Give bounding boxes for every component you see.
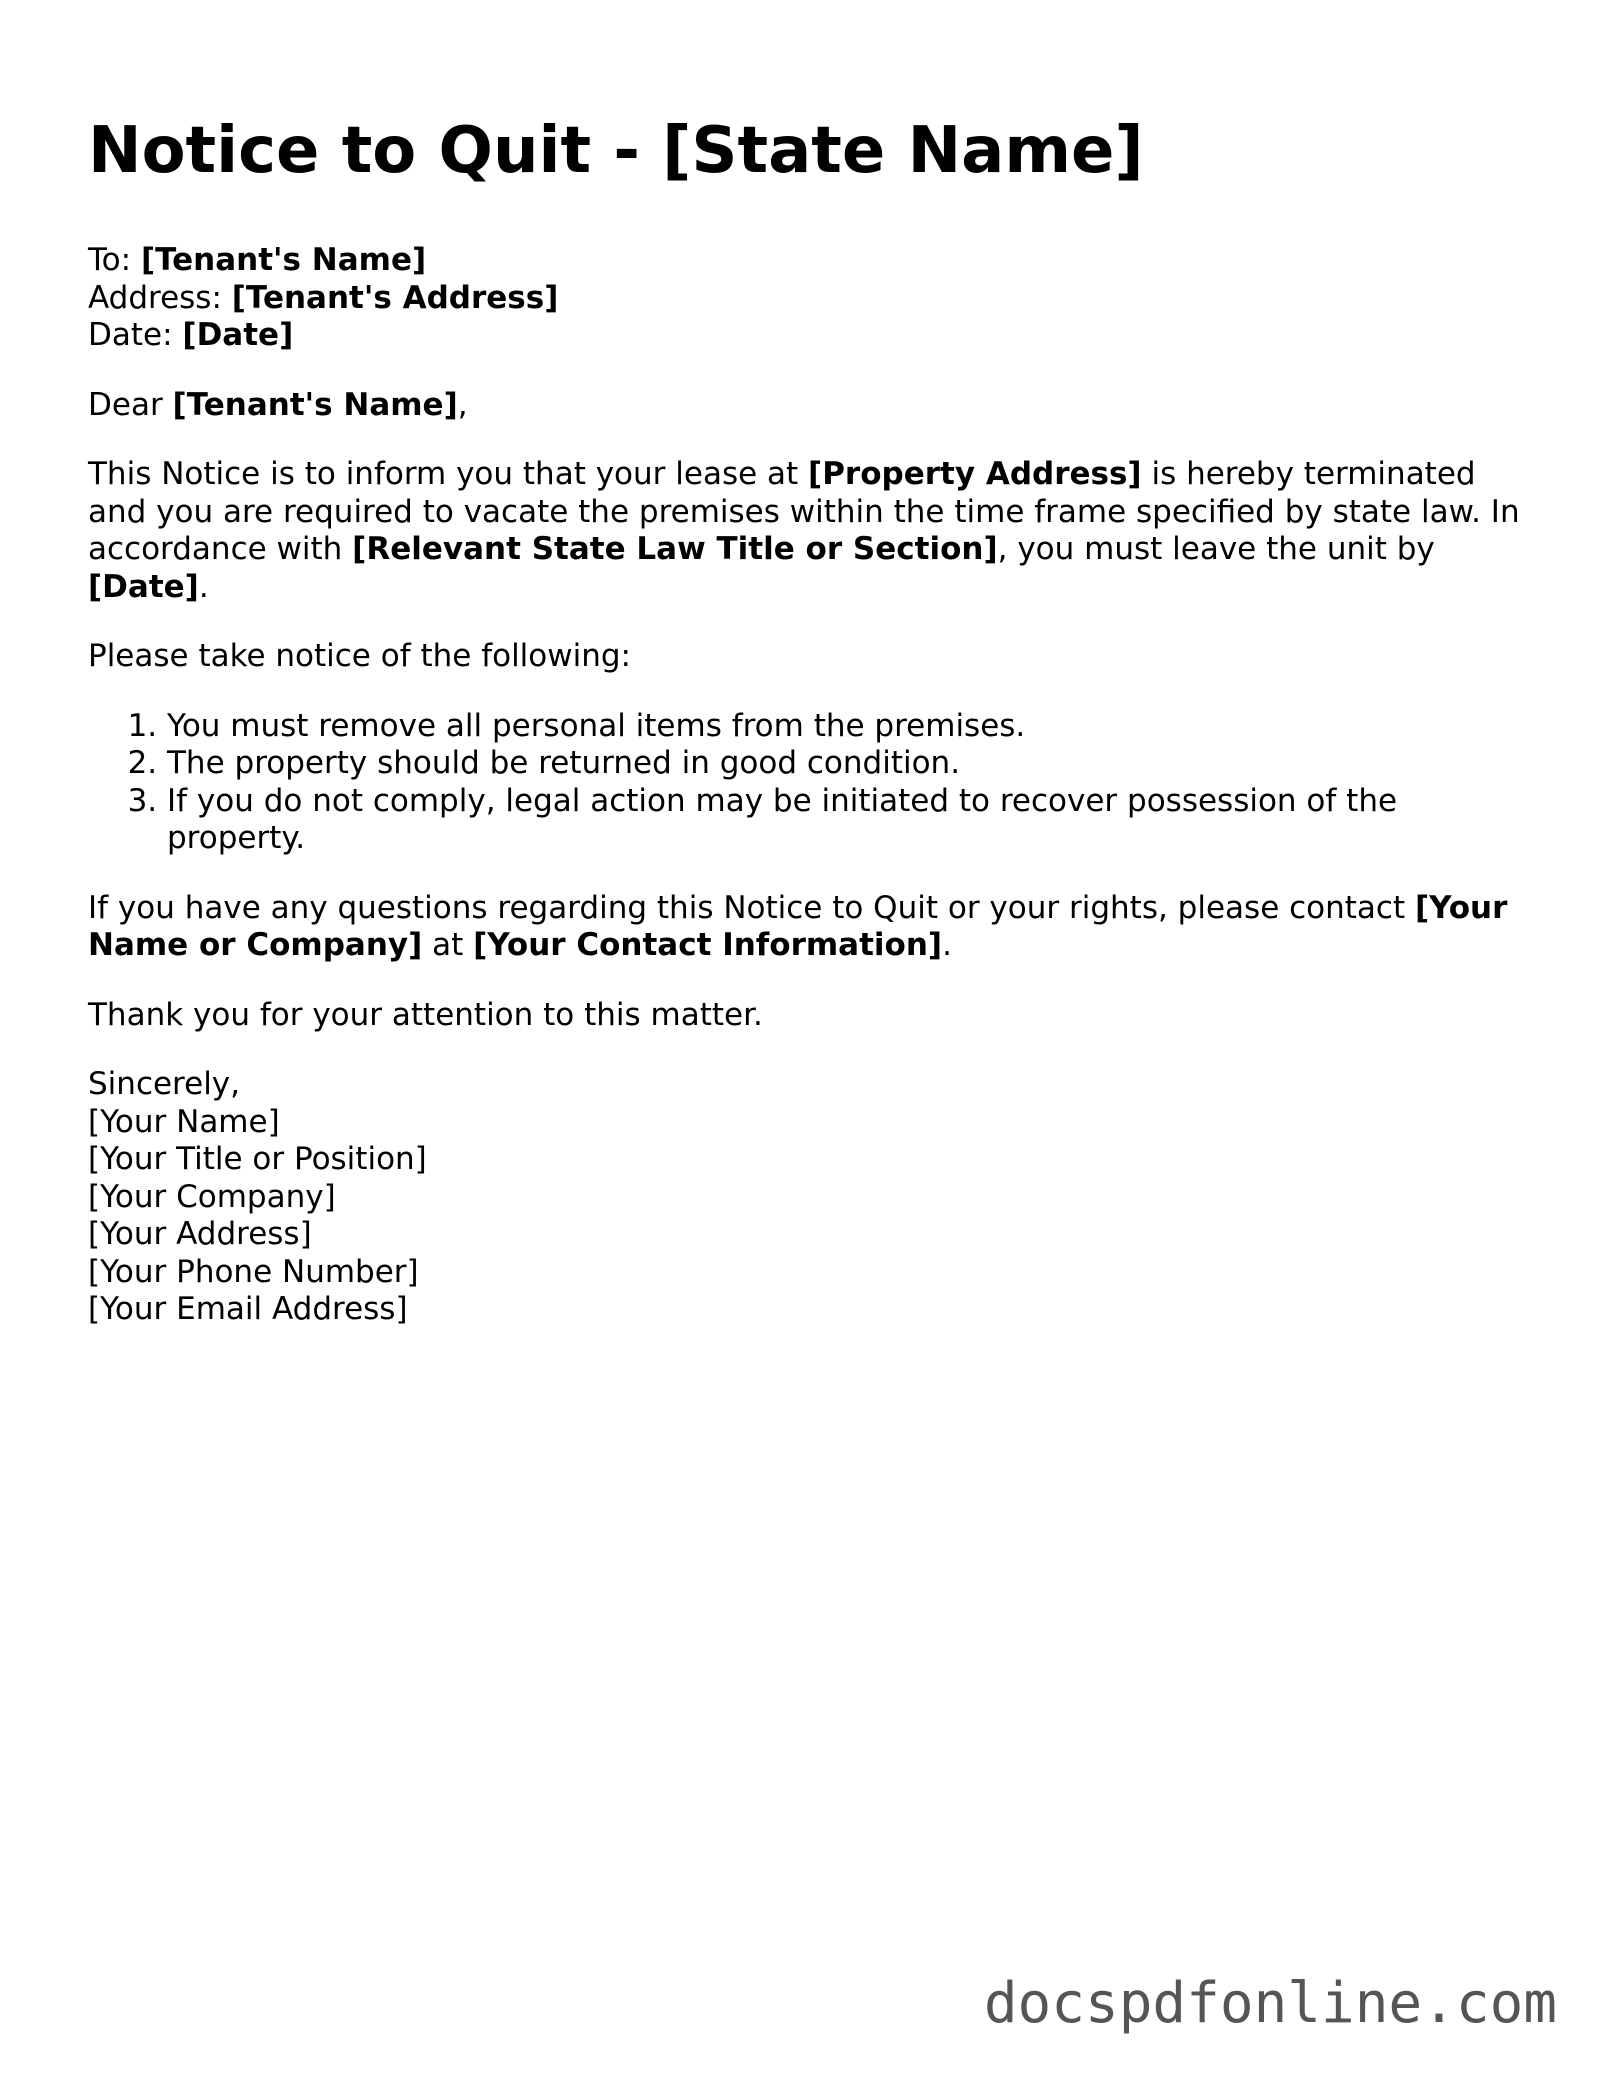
address-line [88,280,1528,318]
date-placeholder: [Date] [182,317,294,353]
list-item: 3. If you do not comply, legal action may be initiated to recover possession of the property. [167,783,1528,858]
watermark: docspdfonline.com [983,1971,1557,2036]
paragraph-text: If you have any questions regarding this Notice to Quit or your rights, please contact [88,889,1406,926]
tenant-name-placeholder: [Tenant's Name] [140,242,427,278]
list-intro: Please take notice of the following: [88,638,631,674]
leave-date-placeholder: [Date] [88,568,199,605]
signature-company: [Your Company] [88,1178,336,1215]
your-name-placeholder: [Your Name or Company] [88,889,1508,963]
signature-closing: Sincerely, [88,1066,241,1102]
thanks-line: Thank you for your attention to this matter. [88,996,763,1033]
greeting-suffix: , [457,386,468,423]
signature-address: [Your Address] [88,1216,312,1252]
contact-paragraph [88,890,1528,965]
to-line [88,242,1528,280]
document-page [88,112,1528,1329]
signature-title: [Your Title or Position] [88,1141,427,1177]
notice-list [88,708,1528,858]
recipient-block [88,242,1528,355]
to-label: To: [88,242,132,278]
address-label: Address: [88,279,222,316]
property-address-placeholder: [Property Address] [808,456,1142,492]
tenant-address-placeholder: [Tenant's Address] [231,279,559,316]
signature-email: [Your Email Address] [88,1291,408,1327]
greeting [88,387,1528,425]
date-label: Date: [88,317,173,353]
greeting-prefix: Dear [88,386,163,423]
date-line [88,317,1528,355]
signature-name: [Your Name] [88,1103,280,1140]
greeting-name: [Tenant's Name] [172,386,458,423]
paragraph-text: This Notice is to inform you that your lease at [88,456,799,492]
page-title: Notice to Quit - [State Name] [88,114,1144,188]
list-item: 1. You must remove all personal items from the premises. [167,708,1528,746]
contact-info-placeholder: [Your Contact Information] [473,927,943,963]
paragraph-text: at [432,927,464,963]
termination-paragraph [88,456,1528,606]
paragraph-text: . [942,927,952,963]
list-item: 2. The property should be returned in good condition. [167,745,1528,783]
signature-block [88,1066,1528,1329]
paragraph-text: is hereby terminated and you are required to vacate the premises within the time frame specified by state law. In accordance with [88,456,1520,567]
signature-phone: [Your Phone Number] [88,1253,419,1290]
paragraph-text: , you must leave the unit by [997,531,1435,567]
state-law-placeholder: [Relevant State Law Title or Section] [352,531,998,567]
paragraph-text: . [198,568,209,605]
